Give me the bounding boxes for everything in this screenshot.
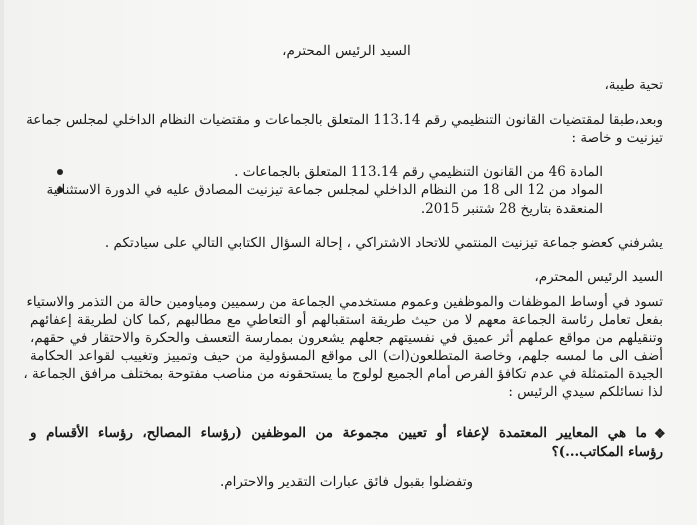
body-line-6: لذا نسائلكم سيدي الرئيس : xyxy=(508,384,663,400)
bullet-item xyxy=(30,181,663,199)
bullet-item xyxy=(30,163,663,181)
page-edge xyxy=(0,0,4,525)
diamond-bullet-icon: ❖ xyxy=(654,427,666,442)
body-line-3: وتنقيلهم من مواقع عملهم أثر عميق في نفسيتهم جعلهم يشعرون بممارسة التعسف والحكرة والاحتقار في حقهم، xyxy=(30,330,663,346)
question-line-2: رؤساء المكاتب...)؟ xyxy=(551,444,663,460)
body-line-1: تسود في أوساط الموظفات والموظفين وعموم مستخدمي الجماعة من رسميين ومياومين حالة من التذمر والاستياء xyxy=(26,294,663,310)
honor-sentence: يشرفني كعضو جماعة تيزنيت المنتمي للاتحاد الاشتراكي ، إحالة السؤال الكتابي التالي على سيادتكم . xyxy=(104,235,663,251)
salutation-2: السيد الرئيس المحترم، xyxy=(534,269,663,285)
greeting: تحية طيبة، xyxy=(604,77,663,93)
body-line-4: أضف الى ما لمسه جلهم، وخاصة المتطلعون(ات) الى مواقع المسؤولية من حيف وتمييز وتغييب لقواعد الحكامة xyxy=(30,348,663,364)
closing: وتفضلوا بقبول فائق عبارات التقدير والاحترام. xyxy=(219,474,473,490)
bullet-1-line-1: المادة 46 من القانون التنظيمي رقم 113.14 المتعلق بالجماعات . xyxy=(234,164,603,180)
body-line-5: الجيدة المتمثلة في عدم تكافؤ الفرص أمام الجميع لولوج ما يستحقونه من مناصب مفتوحة بمختلف مرافق الجماعة ، xyxy=(23,366,663,382)
intro-line-1: وبعد،طبقا لمقتضيات القانون التنظيمي رقم 113.14 المتعلق بالجماعات و مقتضيات النظام الداخلي لمجلس جماعة xyxy=(26,112,663,128)
intro-line-2: تيزنيت و خاصة : xyxy=(571,130,663,146)
salutation: السيد الرئيس المحترم، xyxy=(282,43,411,59)
bullet-2-line-2: المنعقدة بتاريخ 28 شتنبر 2015. xyxy=(420,201,603,217)
bullet-2-line-1: المواد من 12 الى 18 من النظام الداخلي لمجلس جماعة تيزنيت المصادق عليه في الدورة الاستثنائية xyxy=(46,182,603,198)
question-line-1: ما هي المعايير المعتمدة لإعفاء أو تعيين مجموعة من الموظفين (رؤساء المصالح، رؤساء الأقسام و xyxy=(30,425,647,441)
body-line-2: بفعل تعامل رئاسة الجماعة معهم لا من حيث طريقة استقبالهم أو التعاطي مع مطالبهم ,كما كان لطريقة إعفائهم xyxy=(30,312,663,328)
